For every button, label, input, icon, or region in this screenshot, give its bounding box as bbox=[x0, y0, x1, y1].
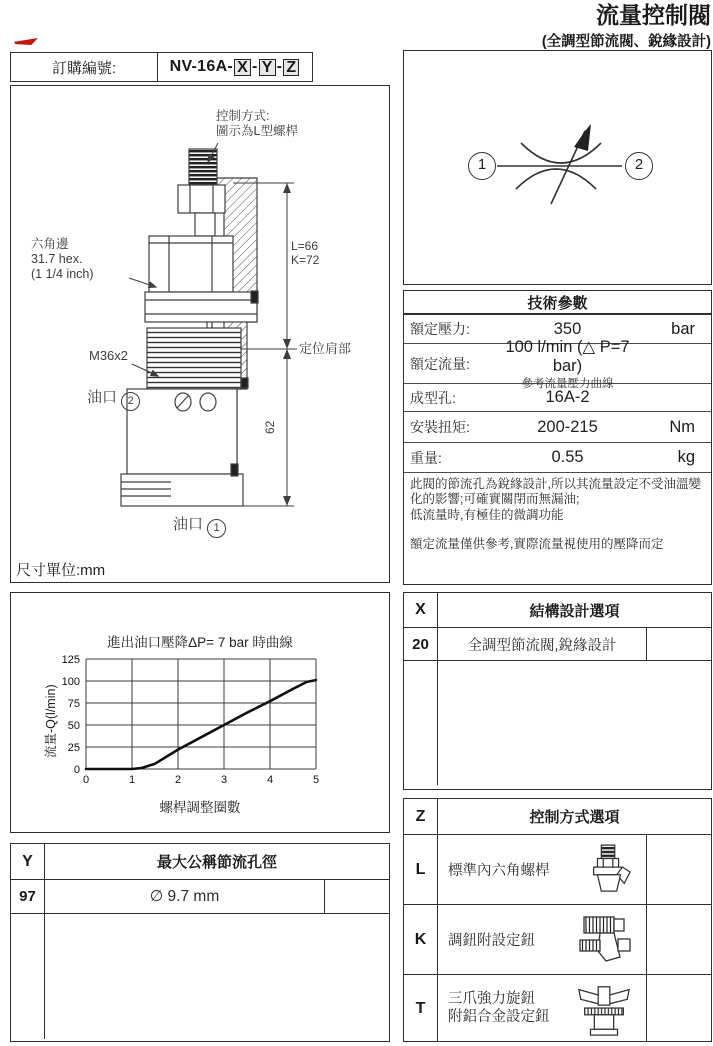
y-table-key: Y bbox=[11, 844, 45, 879]
port2-label bbox=[87, 389, 140, 411]
flow-curve-box bbox=[10, 592, 390, 833]
spec-unit: bar bbox=[671, 319, 695, 338]
port1-number-icon: 1 bbox=[207, 519, 226, 538]
control-type-line2: 圖示為L型螺桿 bbox=[216, 123, 298, 138]
svg-text:50: 50 bbox=[67, 720, 80, 732]
y-row-key: 97 bbox=[11, 880, 45, 913]
spec-note-2: 低流量時,有極佳的微調功能 bbox=[410, 507, 564, 522]
z-row-T bbox=[404, 975, 711, 1042]
y-row-end-cell bbox=[324, 880, 389, 913]
z-option-table bbox=[403, 798, 712, 1042]
port1-label bbox=[173, 516, 226, 538]
spec-label: 重量: bbox=[410, 449, 442, 466]
order-number-code bbox=[158, 53, 312, 81]
z-table-key: Z bbox=[404, 799, 438, 834]
spec-unit: kg bbox=[677, 448, 695, 466]
z-row-T-label: 三爪強力旋鈕 bbox=[448, 991, 535, 1008]
z-row-T-key: T bbox=[404, 975, 438, 1042]
tech-params-title: 技術參數 bbox=[404, 291, 711, 315]
hex-socket-screw-icon bbox=[586, 843, 632, 897]
svg-text:25: 25 bbox=[67, 742, 80, 754]
chart-x-axis-label: 螺桿調整圈數 bbox=[159, 800, 241, 815]
spec-value: 200-215 bbox=[537, 417, 598, 436]
svg-text:0: 0 bbox=[73, 764, 80, 776]
spec-label: 安裝扭矩: bbox=[410, 419, 470, 435]
order-code-z: Z bbox=[283, 59, 299, 76]
z-row-T-end-cell bbox=[646, 975, 711, 1042]
chart-title: 進出油口壓降ΔP= 7 bar 時曲線 bbox=[107, 635, 293, 650]
control-type-line1: 控制方式: bbox=[216, 109, 270, 123]
shoulder-label: 定位肩部 bbox=[299, 341, 352, 356]
spec-row-flow bbox=[404, 337, 711, 390]
knob-with-set-knob-icon bbox=[578, 913, 632, 967]
x-table-row bbox=[404, 628, 711, 661]
y-table-title: 最大公稱節流孔徑 bbox=[156, 854, 277, 871]
spec-value: 0.55 bbox=[551, 448, 584, 466]
y-table-empty-row bbox=[11, 914, 389, 1039]
spec-value bbox=[502, 337, 633, 391]
x-row-end-cell bbox=[646, 628, 711, 660]
spec-label: 成型孔: bbox=[410, 389, 456, 406]
y-option-table bbox=[10, 843, 390, 1042]
spec-note-3: 額定流量僅供參考,實際流量視使用的壓降而定 bbox=[410, 536, 664, 551]
spec-note-1: 此閥的節流孔為銳緣設計,所以其流量設定不受油溫變化的影響;可確實關閉而無漏油; bbox=[410, 477, 701, 507]
port1-text: 油口 bbox=[173, 516, 204, 533]
order-code-dash2: - bbox=[276, 58, 283, 75]
z-row-K-key: K bbox=[404, 905, 438, 974]
spec-row-weight bbox=[404, 443, 711, 473]
hex-note-line2: 31.7 hex. bbox=[31, 251, 83, 266]
hex-size-note bbox=[31, 237, 94, 281]
svg-text:4: 4 bbox=[266, 774, 274, 786]
spec-value: 16A-2 bbox=[545, 388, 590, 406]
z-row-L bbox=[404, 835, 711, 905]
x-table-key: X bbox=[404, 593, 438, 627]
valve-drawing-box bbox=[10, 85, 390, 583]
spec-unit: Nm bbox=[669, 417, 695, 436]
port2-text: 油口 bbox=[87, 389, 118, 406]
x-table-empty-row bbox=[404, 661, 711, 785]
x-table-title: 結構設計選項 bbox=[529, 602, 620, 620]
symbol-port1-icon: 1 bbox=[468, 152, 496, 180]
x-table-header bbox=[404, 593, 711, 628]
spec-label: 額定流量: bbox=[410, 355, 470, 372]
y-row-value: ∅ 9.7 mm bbox=[149, 888, 220, 905]
control-type-note bbox=[216, 109, 298, 139]
x-option-table bbox=[403, 592, 712, 790]
z-row-L-end-cell bbox=[646, 835, 711, 904]
hex-note-line3: (1 1/4 inch) bbox=[31, 266, 94, 281]
symbol-port2-icon: 2 bbox=[625, 152, 653, 180]
spec-flow-note: 參考流量壓力曲線 bbox=[521, 377, 614, 390]
svg-text:0: 0 bbox=[82, 774, 90, 786]
z-row-L-label: 標準內六角螺桿 bbox=[448, 863, 550, 879]
spec-label: 額定壓力: bbox=[410, 321, 470, 337]
page-subtitle: (全調型節流閥、銳緣設計) bbox=[541, 34, 711, 50]
hex-note-line1: 六角邊 bbox=[31, 237, 69, 251]
spec-flow-value: 100 l/min (△ P=7 bar) bbox=[505, 337, 630, 375]
svg-text:5: 5 bbox=[312, 774, 320, 786]
spec-row-cavity bbox=[404, 384, 711, 412]
spec-notes bbox=[404, 473, 711, 556]
y-table-header bbox=[11, 844, 389, 880]
svg-text:75: 75 bbox=[67, 698, 80, 710]
z-table-title: 控制方式選項 bbox=[529, 809, 620, 826]
svg-text:2: 2 bbox=[174, 774, 182, 786]
order-code-dash1: - bbox=[252, 58, 258, 75]
z-row-K-end-cell bbox=[646, 905, 711, 974]
order-code-y: Y bbox=[259, 59, 276, 76]
order-number-table bbox=[10, 52, 313, 82]
order-code-prefix: NV-16A- bbox=[169, 58, 234, 75]
dim-k-label: K=72 bbox=[291, 253, 320, 267]
svg-text:100: 100 bbox=[61, 676, 80, 688]
order-code-x: X bbox=[234, 59, 251, 76]
y-table-row bbox=[11, 880, 389, 914]
thread-size-label: M36x2 bbox=[89, 348, 129, 363]
spec-value: 350 bbox=[553, 319, 582, 338]
logo-red-mark-icon bbox=[14, 38, 38, 45]
z-row-T-label2: 附鋁合金設定鈕 bbox=[448, 1008, 550, 1025]
valve-cross-section-drawing bbox=[11, 86, 388, 581]
throttle-valve-symbol-icon bbox=[404, 51, 710, 283]
spec-row-torque bbox=[404, 412, 711, 443]
port2-number-icon: 2 bbox=[121, 392, 140, 411]
z-row-L-key: L bbox=[404, 835, 438, 904]
order-number-label: 訂購編號: bbox=[11, 53, 158, 81]
dim-l-label: L=66 bbox=[291, 239, 319, 253]
svg-text:3: 3 bbox=[220, 774, 228, 786]
x-row-key: 20 bbox=[404, 628, 438, 660]
svg-text:125: 125 bbox=[61, 654, 80, 666]
z-row-K bbox=[404, 905, 711, 975]
hydraulic-symbol-box bbox=[403, 50, 712, 285]
tech-params-box bbox=[403, 290, 712, 585]
z-row-K-label: 調鈕附設定鈕 bbox=[448, 933, 535, 949]
page-title: 流量控制閥 bbox=[596, 2, 711, 28]
svg-text:1: 1 bbox=[128, 774, 136, 786]
unit-note: 尺寸單位:mm bbox=[16, 562, 106, 579]
tri-claw-knob-icon bbox=[576, 980, 632, 1038]
x-row-value: 全調型節流閥,銳緣設計 bbox=[467, 637, 617, 654]
z-table-header bbox=[404, 799, 711, 835]
dim-62-label: 62 bbox=[263, 420, 277, 434]
chart-y-axis-label: 流量-Q(l/min) bbox=[44, 684, 58, 758]
